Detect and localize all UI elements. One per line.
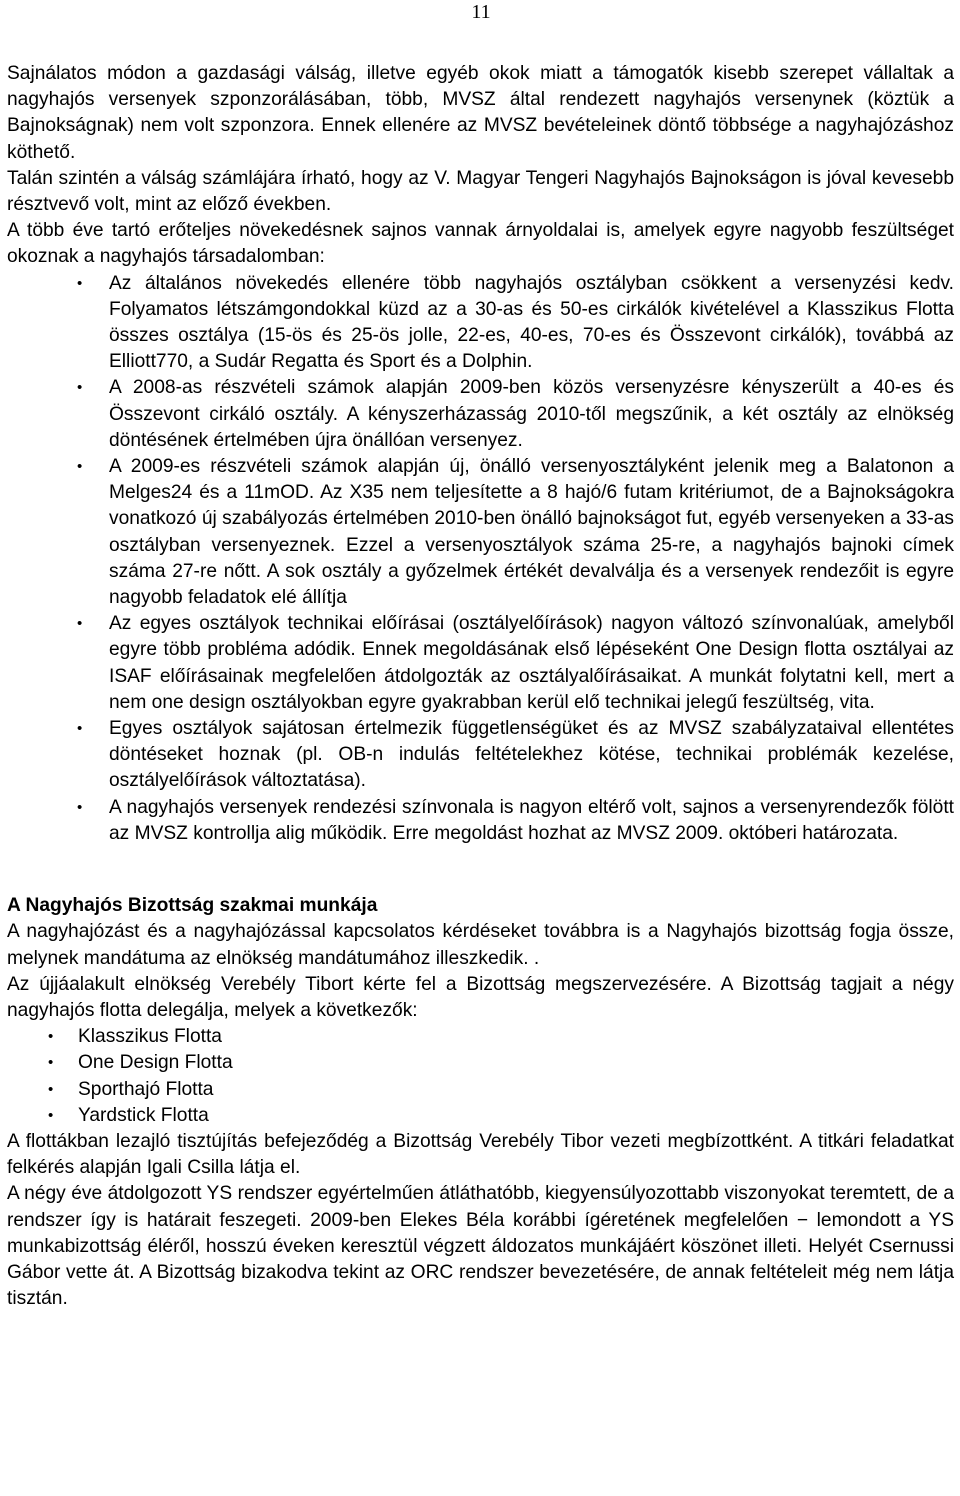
list-item <box>48 1050 954 1076</box>
list-item <box>77 375 954 454</box>
bullet-icon: • <box>77 798 83 816</box>
list-item <box>77 611 954 716</box>
bullet-icon: • <box>77 720 83 738</box>
issues-list <box>7 271 954 847</box>
bullet-icon: • <box>77 458 83 476</box>
section-paragraph-1: A nagyhajózást és a nagyhajózással kapcsolatos kérdéseket továbbra is a Nagyhajós bizottság fogja össze, melynek mandátuma az elnökség mandátumához illeszkedik. . <box>7 921 954 969</box>
list-item-text: A 2008-as részvételi számok alapján 2009-ben közös versenyzésre kényszerült a 40-es és Összevont cirkáló osztály. A kényszerházasság 2010-től megszűnik, a két osztály az elnökség döntésének értelmében újra önállóan versenyez. <box>109 377 954 451</box>
bullet-icon: • <box>77 379 83 397</box>
page-number: 11 <box>471 1 491 23</box>
bullet-icon: • <box>77 274 83 292</box>
list-item-text: Egyes osztályok sajátosan értelmezik függetlenségüket és az MVSZ szabályzataival ellentétes döntéseket hoznak (pl. OB-n indulás feltételekhez kötése, technikai problémák kezelése, osztályelőírások változtatása). <box>109 718 954 792</box>
list-item-text: A nagyhajós versenyek rendezési színvonala is nagyon eltérő volt, sajnos a versenyrendezők fölött az MVSZ kontrollja alig működik. Erre megoldást hozhat az MVSZ 2009. októberi határozata. <box>109 796 954 844</box>
list-item <box>77 795 954 847</box>
flotta-name: Sporthajó Flotta <box>78 1078 214 1100</box>
list-item-text: Az általános növekedés ellenére több nagyhajós osztályban csökkent a versenyzési kedv. Folyamatos létszámgondokkal küzd az a 30-as és 50-es cirkálók kivételével a Klasszikus Flotta összes osztálya (15-ös és 25-ös jolle, 22-es, 40-es, 70-es és Összevont cirkálók), továbbá az Elliott770, a Sudár Regatta és Sport és a Dolphin. <box>109 272 954 373</box>
bullet-icon: • <box>77 615 83 633</box>
list-item <box>48 1103 954 1129</box>
intro-paragraph-1: Sajnálatos módon a gazdasági válság, illetve egyéb okok miatt a támogatók kisebb szerepet vállaltak a nagyhajós versenyek szponzorálásában, több, MVSZ által rendezett nagyhajós versenynek (köztük a Bajnokságnak) nem volt szponzora. Ennek ellenére az MVSZ bevételeinek döntő többsége a nagyhajózáshoz köthető. <box>7 63 954 163</box>
list-item-text: Az egyes osztályok technikai előírásai (osztályelőírások) nagyon változó színvonalúak, amelyből egyre több probléma adódik. Ennek megoldásának első lépéseként One Design flotta osztályai az ISAF előírásainak megfelelően átdolgozták az osztályalőírásaikat. A munkát folytatni kell, mert a nem one design osztályokban egyre gyakrabban kerül elő technikai jelegű feszültség, vita. <box>109 613 954 713</box>
section-spacer <box>7 847 954 893</box>
flotta-list <box>7 1024 954 1129</box>
list-item-text: A 2009-es részvételi számok alapján új, önálló versenyosztályként jelenik meg a Balatonon a Melges24 és a 11mOD. Az X35 nem teljesítette a 8 hajó/6 futam kritériumot, de a Bajnokságokra vonatkozó új szabályozás értelmében 2010-ben önálló bajnokságot fut, egyéb versenyeken a 33-as osztályban versenyeznek. Ezzel a versenyosztályok száma 25-re, a nagyhajós bajnoki címek száma 27-re nőtt. A sok osztály a győzelmek értékét devalválja és a versenyek rendezőit is egyre nagyobb feladatok elé állítja <box>109 456 954 609</box>
list-item <box>77 716 954 795</box>
document-body <box>7 61 954 1312</box>
list-item <box>77 454 954 611</box>
section-paragraph-2: Az újjáalakult elnökség Verebély Tibort kérte fel a Bizottság megszervezésére. A Bizottság tagjait a négy nagyhajós flotta delegálja, melyek a következők: <box>7 973 954 1021</box>
section-paragraph-4: A négy éve átdolgozott YS rendszer egyértelműen átláthatóbb, kiegyensúlyozottabb viszonyokat teremtett, de a rendszer így is határait feszegeti. 2009-ben Elekes Béla korábbi ígéretének megfelelően − lemondott a YS munkabizottság éléről, hosszú éveken keresztül végzett áldozatos munkájáért köszönet illeti. Helyét Csernussi Gábor vette át. A Bizottság bizakodva tekint az ORC rendszer bevezetésére, de annak feltételeit még nem látja tisztán. <box>7 1183 954 1310</box>
list-item <box>48 1024 954 1050</box>
intro-paragraph-2: Talán szintén a válság számlájára írható, hogy az V. Magyar Tengeri Nagyhajós Bajnokságon is jóval kevesebb résztvevő volt, mint az előző években. <box>7 167 954 216</box>
intro-paragraph-3: A több éve tartó erőteljes növekedésnek sajnos vannak árnyoldalai is, amelyek egyre nagyobb feszültséget okoznak a nagyhajós társadalomban: <box>7 220 954 268</box>
bullet-icon: • <box>48 1106 54 1124</box>
list-item <box>77 271 954 376</box>
bullet-icon: • <box>48 1054 54 1072</box>
section-title: A Nagyhajós Bizottság szakmai munkája <box>7 895 378 917</box>
bullet-icon: • <box>48 1028 54 1046</box>
flotta-name: Yardstick Flotta <box>78 1104 209 1126</box>
flotta-name: Klasszikus Flotta <box>78 1026 222 1048</box>
bullet-icon: • <box>48 1080 54 1098</box>
list-item <box>48 1077 954 1103</box>
flotta-name: One Design Flotta <box>78 1052 233 1074</box>
section-paragraph-3: A flottákban lezajló tisztújítás befejeződég a Bizottság Verebély Tibor vezeti megbízottként. A titkári feladatkat felkérés alapján Igali Csilla látja el. <box>7 1130 954 1179</box>
